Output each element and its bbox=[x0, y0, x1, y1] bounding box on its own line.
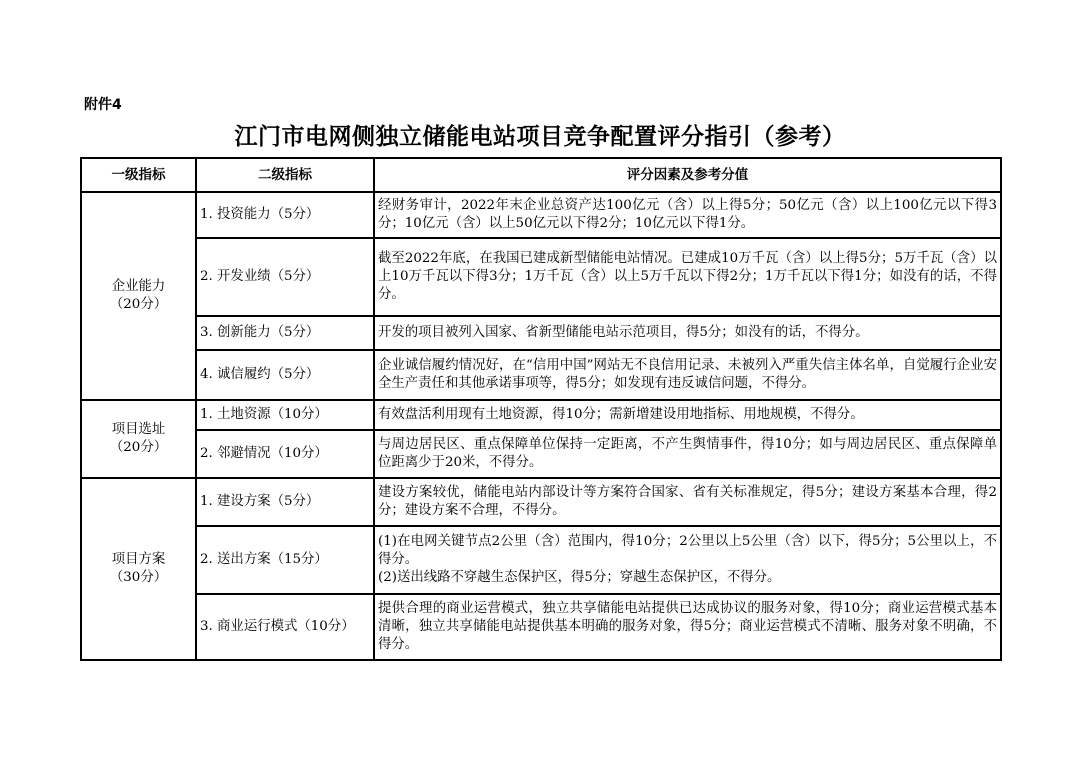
table-row bbox=[81, 400, 1001, 430]
level1-score: （20分） bbox=[109, 440, 168, 455]
level2-label: 3. 商业运行模式（10分） bbox=[196, 594, 374, 660]
table-row bbox=[81, 350, 1001, 400]
level2-label: 1. 投资能力（5分） bbox=[196, 192, 374, 238]
attachment-label: 附件4 bbox=[84, 97, 122, 113]
criteria-text: 截至2022年底，在我国已建成新型储能电站情况。已建成10万千瓦（含）以上得5分；5万千瓦（含）以上10万千瓦以下得3分；1万千瓦（含）以上5万千瓦以下得2分；1万千瓦以下得1分；如没有的话，不得分。 bbox=[374, 238, 1001, 316]
table-row bbox=[81, 594, 1001, 660]
criteria-text: 与周边居民区、重点保障单位保持一定距离，不产生舆情事件，得10分；如与周边居民区、重点保障单位距离少于20米，不得分。 bbox=[374, 430, 1001, 478]
level1-cell-site bbox=[81, 400, 196, 478]
table-row bbox=[81, 526, 1001, 594]
column-header-level1: 一级指标 bbox=[81, 158, 196, 192]
scoring-table bbox=[80, 157, 1002, 661]
level2-label: 1. 土地资源（10分） bbox=[196, 400, 374, 430]
table-row bbox=[81, 238, 1001, 316]
level2-label: 2. 开发业绩（5分） bbox=[196, 238, 374, 316]
table-row bbox=[81, 192, 1001, 238]
level1-name: 项目方案 bbox=[111, 552, 166, 567]
document-title: 江门市电网侧独立储能电站项目竞争配置评分指引（参考） bbox=[234, 123, 846, 150]
criteria-text: 建设方案较优，储能电站内部设计等方案符合国家、省有关标准规定，得5分；建设方案基本合理，得2分；建设方案不合理，不得分。 bbox=[374, 478, 1001, 526]
table-row bbox=[81, 316, 1001, 350]
level2-label: 2. 送出方案（15分） bbox=[196, 526, 374, 594]
table-header-row bbox=[81, 158, 1001, 192]
level1-cell-enterprise bbox=[81, 192, 196, 400]
level1-score: （30分） bbox=[109, 570, 168, 585]
level2-label: 3. 创新能力（5分） bbox=[196, 316, 374, 350]
level2-label: 1. 建设方案（5分） bbox=[196, 478, 374, 526]
criteria-text: 提供合理的商业运营模式，独立共享储能电站提供已达成协议的服务对象，得10分；商业运营模式基本清晰，独立共享储能电站提供基本明确的服务对象，得5分；商业运营模式不清晰、服务对象不明确，不得分。 bbox=[374, 594, 1001, 660]
criteria-text-2: (2)送出线路不穿越生态保护区，得5分；穿越生态保护区，不得分。 bbox=[378, 570, 781, 585]
criteria-cell bbox=[374, 526, 1001, 594]
column-header-level2: 二级指标 bbox=[196, 158, 374, 192]
criteria-text: 有效盘活利用现有土地资源，得10分；需新增建设用地指标、用地规模，不得分。 bbox=[374, 400, 1001, 430]
level1-score: （20分） bbox=[109, 297, 168, 312]
criteria-text: 企业诚信履约情况好，在“信用中国”网站无不良信用记录、未被列入严重失信主体名单，自觉履行企业安全生产责任和其他承诺事项等，得5分；如发现有违反诚信问题，不得分。 bbox=[374, 350, 1001, 400]
level2-label: 4. 诚信履约（5分） bbox=[196, 350, 374, 400]
criteria-text: 开发的项目被列入国家、省新型储能电站示范项目，得5分；如没有的话，不得分。 bbox=[374, 316, 1001, 350]
table-row bbox=[81, 478, 1001, 526]
criteria-text: (1)在电网关键节点2公里（含）范围内，得10分；2公里以上5公里（含）以下，得5分；5公里以上，不得分。 bbox=[378, 534, 997, 567]
level1-cell-plan bbox=[81, 478, 196, 660]
criteria-text: 经财务审计，2022年末企业总资产达100亿元（含）以上得5分；50亿元（含）以上100亿元以下得3分；10亿元（含）以上50亿元以下得2分；10亿元以下得1分。 bbox=[374, 192, 1001, 238]
column-header-criteria: 评分因素及参考分值 bbox=[374, 158, 1001, 192]
level1-name: 项目选址 bbox=[111, 422, 166, 437]
level2-label: 2. 邻避情况（10分） bbox=[196, 430, 374, 478]
table-row bbox=[81, 430, 1001, 478]
level1-name: 企业能力 bbox=[111, 279, 166, 294]
